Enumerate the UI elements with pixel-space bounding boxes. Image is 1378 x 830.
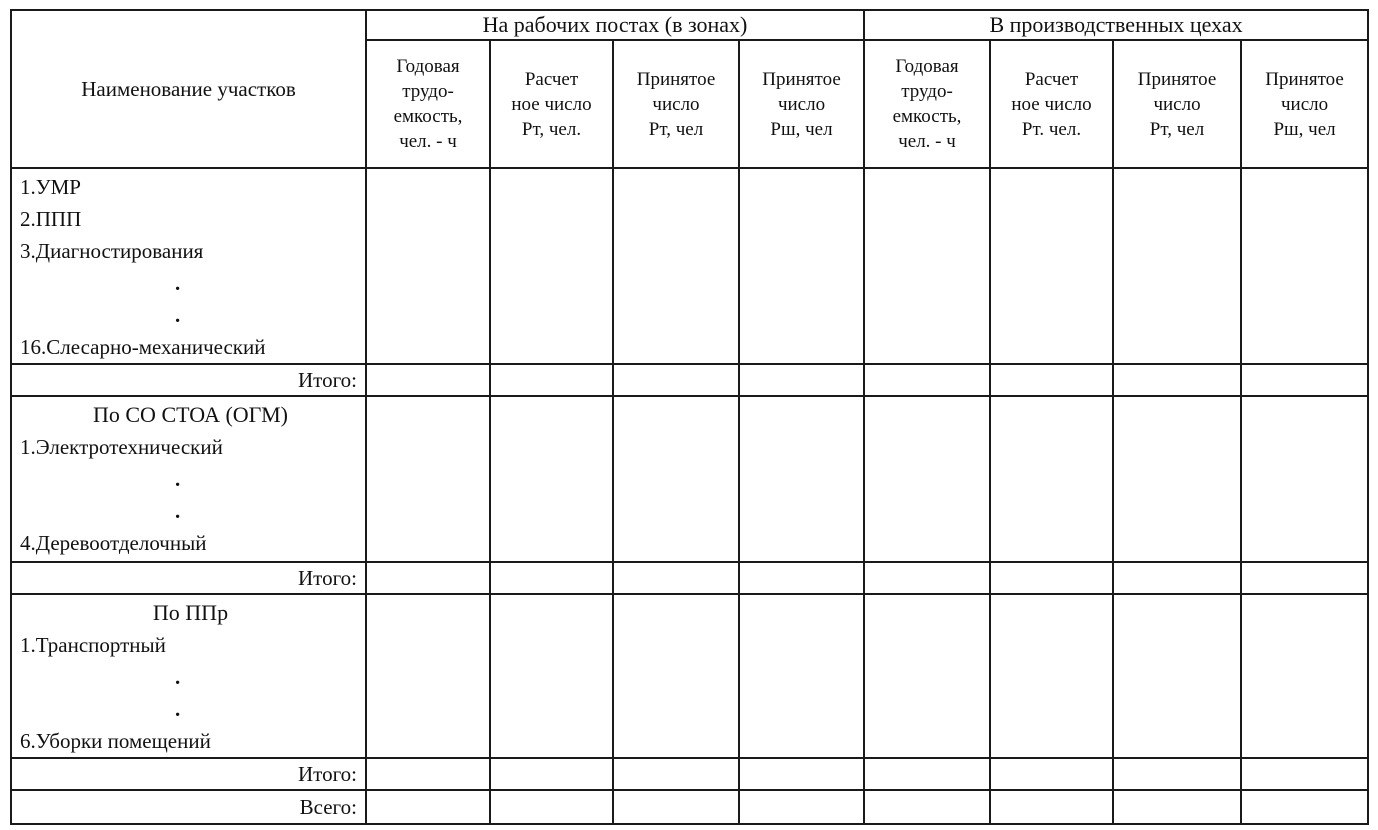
empty-cell (864, 168, 990, 364)
list-item: 1.Транспортный (20, 633, 166, 657)
header-name-col: Наименование участков (11, 10, 366, 168)
list-item: 16.Слесарно-механический (20, 335, 266, 359)
empty-cell (490, 168, 613, 364)
ellipsis-dot: . (175, 271, 181, 295)
ellipsis-dot: . (175, 499, 181, 523)
total-row-2 (11, 562, 1368, 594)
empty-cell (1113, 168, 1241, 364)
total-label: Итого: (11, 364, 366, 396)
ellipsis-dot: . (175, 303, 181, 327)
section-2-items (11, 396, 366, 562)
empty-cell (739, 168, 864, 364)
total-row-1 (11, 364, 1368, 396)
total-row-3 (11, 758, 1368, 790)
header-group-posts: На рабочих постах (в зонах) (366, 10, 864, 40)
ellipsis-dot: . (175, 665, 181, 689)
empty-cell (366, 168, 490, 364)
header-shops-accepted-rt: Принятое число Рт, чел (1113, 40, 1241, 168)
list-item: 1.Электротехнический (20, 435, 223, 459)
empty-cell (990, 168, 1113, 364)
staffing-table (10, 9, 1369, 825)
header-shops-accepted-rsh: Принятое число Рш, чел (1241, 40, 1368, 168)
section-row-2 (11, 396, 1368, 562)
total-label: Итого: (11, 758, 366, 790)
section-title: По СО СТОА (ОГМ) (93, 402, 288, 427)
header-shops-calculated-count: Расчет ное число Рт. чел. (990, 40, 1113, 168)
ellipsis-dot: . (175, 467, 181, 491)
header-shops-annual-labor: Годовая трудо- емкость, чел. - ч (864, 40, 990, 168)
section-title: По ППр (152, 600, 229, 625)
header-posts-calculated-count: Расчет ное число Рт, чел. (490, 40, 613, 168)
empty-cell (1241, 168, 1368, 364)
header-posts-annual-labor: Годовая трудо- емкость, чел. - ч (366, 40, 490, 168)
list-item: 2.ППП (20, 207, 82, 231)
list-item: 3.Диагностирования (20, 239, 204, 263)
list-item: 4.Деревоотделочный (20, 531, 207, 555)
ellipsis-dot: . (175, 697, 181, 721)
grand-total-row (11, 790, 1368, 824)
header-row-groups (11, 10, 1368, 40)
list-item: 6.Уборки помещений (20, 729, 211, 753)
header-group-shops: В производственных цехах (864, 10, 1368, 40)
total-label: Итого: (11, 562, 366, 594)
empty-cell (613, 168, 739, 364)
section-3-items (11, 594, 366, 758)
list-item: 1.УМР (20, 175, 81, 199)
header-posts-accepted-rsh: Принятое число Рш, чел (739, 40, 864, 168)
section-row-1 (11, 168, 1368, 364)
grand-total-label: Всего: (11, 790, 366, 824)
section-1-items (11, 168, 366, 364)
section-row-3 (11, 594, 1368, 758)
header-posts-accepted-rt: Принятое число Рт, чел (613, 40, 739, 168)
